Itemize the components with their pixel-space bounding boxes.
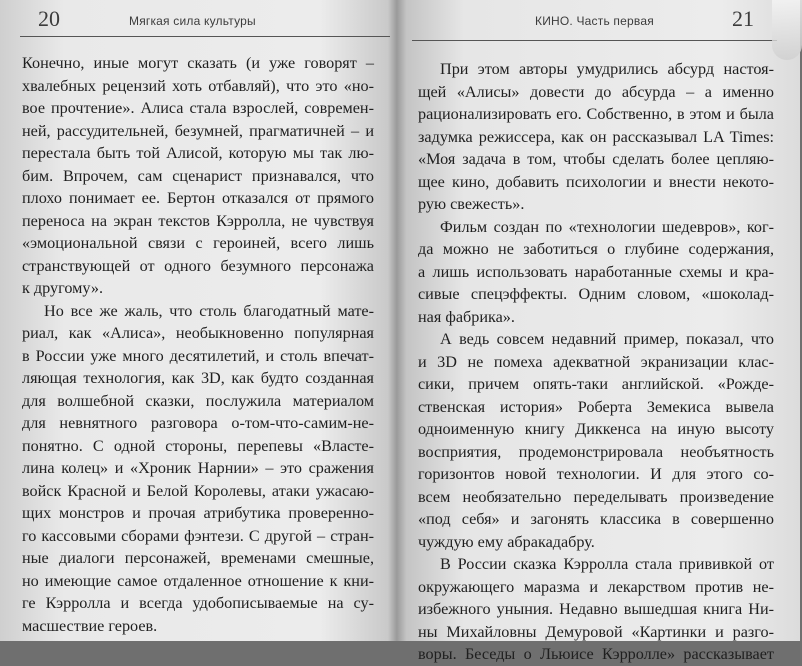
left-page-header bbox=[12, 4, 382, 40]
text-line: да можно не заботиться о глубине содержания, bbox=[418, 240, 774, 258]
drinking-glass-edge bbox=[772, 0, 802, 60]
text-line: сивые спецэффекты. Одним словом, «шоколад- bbox=[418, 285, 774, 303]
text-line: ге Кэрролла и всегда удобописываемые на су- bbox=[22, 594, 374, 612]
text-line: хвалебных рецензий хоть отбавляй), что это «но- bbox=[22, 76, 374, 95]
left-page bbox=[0, 0, 398, 641]
text-line: щей «Алисы» довести до абсурда – а именно bbox=[418, 82, 774, 101]
text-line: «под себя» и загонять классика в совершенно bbox=[418, 510, 774, 528]
text-line: лина колец» и «Хроник Нарнии» – это сражения bbox=[22, 459, 374, 477]
text-line: сики, причем опять-таки английской. «Рожде- bbox=[418, 375, 774, 393]
text-line: понятно. С одной стороны, перепевы «Властe- bbox=[22, 436, 374, 455]
text-line: вое прочтение». Алиса стала взрослей, современ- bbox=[22, 99, 374, 117]
right-page-body bbox=[418, 58, 774, 666]
text-line: ны Михайловны Демуровой «Картинки и разго- bbox=[418, 622, 774, 641]
text-line: к другому». bbox=[22, 279, 104, 297]
right-page bbox=[402, 0, 800, 663]
text-line: Конечно, иные могут сказать (и уже говорят – bbox=[22, 54, 374, 72]
text-line: и 3D не помеха адекватной экранизации клас- bbox=[418, 352, 774, 371]
text-line: щих монстров и прочая атрибутика проверенно- bbox=[22, 504, 374, 522]
text-line: В России сказка Кэрролла стала прививкой от bbox=[440, 555, 774, 573]
text-line: «Моя задача в том, чтобы сделать более цепляю- bbox=[418, 150, 774, 168]
text-line: «эмоциональной связи с героиней, всего лишь bbox=[22, 234, 374, 252]
text-line: воры. Беседы о Льюисе Кэрролле» рассказывает bbox=[418, 645, 774, 663]
text-line: ные диалоги персонажей, временами смешные, bbox=[22, 549, 374, 567]
running-head: Мягкая сила культуры bbox=[129, 14, 256, 28]
text-line: избежного уныния. Недавно вышедшая книга Ни- bbox=[418, 600, 774, 618]
text-line: а лишь использовать наработанные схемы и кра- bbox=[418, 262, 774, 281]
text-line: окружающего маразма и лекарством против не- bbox=[418, 577, 774, 596]
text-line: А ведь совсем недавний пример, показал, что bbox=[440, 330, 774, 348]
header-rule bbox=[412, 40, 777, 41]
text-line: рационализировать его. Собственно, в этом и была bbox=[418, 105, 774, 123]
text-line: для невнятного разговора о-том-что-самим-не- bbox=[22, 414, 374, 432]
right-page-header bbox=[402, 4, 800, 40]
text-line: При этом авторы умудрились абсурд настоя- bbox=[440, 60, 774, 78]
text-line: чуждую ему абракадабру. bbox=[418, 532, 595, 551]
text-line: переноса на экран текстов Кэрролла, не чувствуя bbox=[22, 211, 374, 230]
left-page-body bbox=[22, 52, 374, 637]
text-line: ная фабрика». bbox=[418, 307, 515, 326]
text-line: задумка режиссера, как он рассказывал LA Times: bbox=[418, 127, 774, 146]
page-number: 21 bbox=[732, 6, 754, 31]
text-line: восприятия, продемонстрировала необъятность bbox=[418, 442, 774, 461]
text-line: в России уже много десятилетий, и столь впечат- bbox=[22, 346, 374, 365]
text-line: но имеющие самое отдаленное отношение к кни- bbox=[22, 571, 374, 590]
text-line: го кассовыми сборами фэнтези. С другой – стран- bbox=[22, 526, 374, 545]
text-line: для волшебной сказки, послужила материалом bbox=[22, 391, 374, 410]
text-line: странствующей от одного безумного персонажа bbox=[22, 256, 374, 275]
text-line: Фильм создан по «технологии шедевров», ког- bbox=[440, 217, 774, 236]
text-line: щее кино, добавить психологии и внести некото- bbox=[418, 172, 774, 191]
text-line: ляющая технология, как 3D, как будто созданная bbox=[22, 369, 374, 387]
text-line: ственская история» Роберта Земекиса вывела bbox=[418, 397, 774, 416]
text-line: всем необязательно переделывать произведение bbox=[418, 487, 774, 506]
text-line: одноименную книгу Диккенса на иную высоту bbox=[418, 420, 774, 438]
running-head: КИНО. Часть первая bbox=[535, 14, 654, 28]
text-line: Но все же жаль, что столь благодатный мате- bbox=[44, 301, 374, 320]
page-number: 20 bbox=[38, 6, 60, 31]
text-line: перестала быть той Алисой, которую мы так лю- bbox=[22, 144, 374, 162]
header-rule bbox=[20, 36, 390, 37]
text-line: масшествие героев. bbox=[22, 616, 158, 635]
text-line: бим. Впрочем, сам сценарист признавался, что bbox=[22, 166, 374, 185]
text-line: риал, как «Алиса», необыкновенно популярная bbox=[22, 324, 374, 342]
text-line: горизонтов новой технологии. И для этого со- bbox=[418, 465, 774, 483]
text-line: ней, рассудительней, безумней, прагматичней – и bbox=[22, 121, 374, 140]
text-line: войск Красной и Белой Королевы, атаки ужасаю- bbox=[22, 481, 374, 500]
text-line: рую свежесть». bbox=[418, 195, 525, 213]
text-line: плохо понимает ее. Бертон отказался от прямого bbox=[22, 189, 374, 207]
